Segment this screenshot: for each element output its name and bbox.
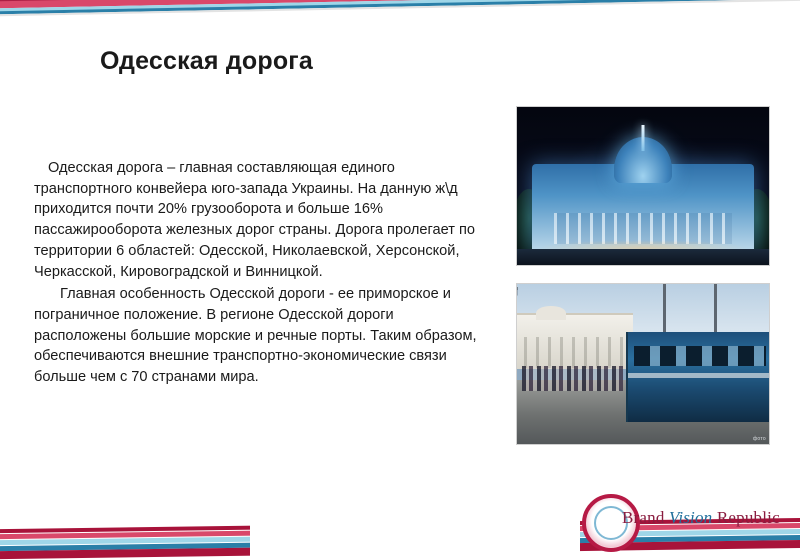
ribbon-white-gap bbox=[250, 488, 580, 560]
odessa-opera-house-night-photo bbox=[516, 106, 770, 266]
station-building bbox=[517, 313, 633, 369]
paragraph-1: Одесская дорога – главная составляющая единого транспортного конвейера юго-запада Украины. На данную ж\д приходится почти 20% грузооборота и больше 16% пассажирооборота железных дорог страны. Дорога пролегает по территории 6 областей: Одесской, Николаевской, Херсонской, Черкасской, Кировоградской и Винницкой. bbox=[34, 160, 476, 280]
foreground-ground bbox=[517, 249, 769, 265]
paragraph-2: Главная особенность Одесской дороги - ее приморское и пограничное положение. В регионе Одесской дороги расположены большие морские и речные порты. Таким образом, обеспечиваются внешние транспортно-экономические связи больше чем с 70 странами мира. bbox=[34, 286, 477, 386]
logo-word-vision: Vision bbox=[669, 508, 713, 527]
train-windows bbox=[634, 346, 767, 366]
passengers-crowd bbox=[522, 366, 623, 392]
logo-word-republic: Republic bbox=[716, 508, 780, 527]
page-title: Одесская дорога bbox=[100, 47, 314, 75]
passenger-train bbox=[626, 332, 769, 422]
brand-logo bbox=[570, 492, 780, 554]
slide-body-text bbox=[34, 158, 486, 388]
station-dome bbox=[536, 306, 566, 320]
train-stripe bbox=[628, 373, 769, 377]
logo-word-brand: Brand bbox=[622, 508, 665, 527]
photo-credit: фото bbox=[753, 436, 766, 442]
odessa-railway-station-train-photo bbox=[516, 283, 770, 445]
opera-spire bbox=[642, 125, 645, 151]
logo-wordmark bbox=[622, 508, 780, 528]
top-decorative-ribbon bbox=[0, 0, 800, 26]
